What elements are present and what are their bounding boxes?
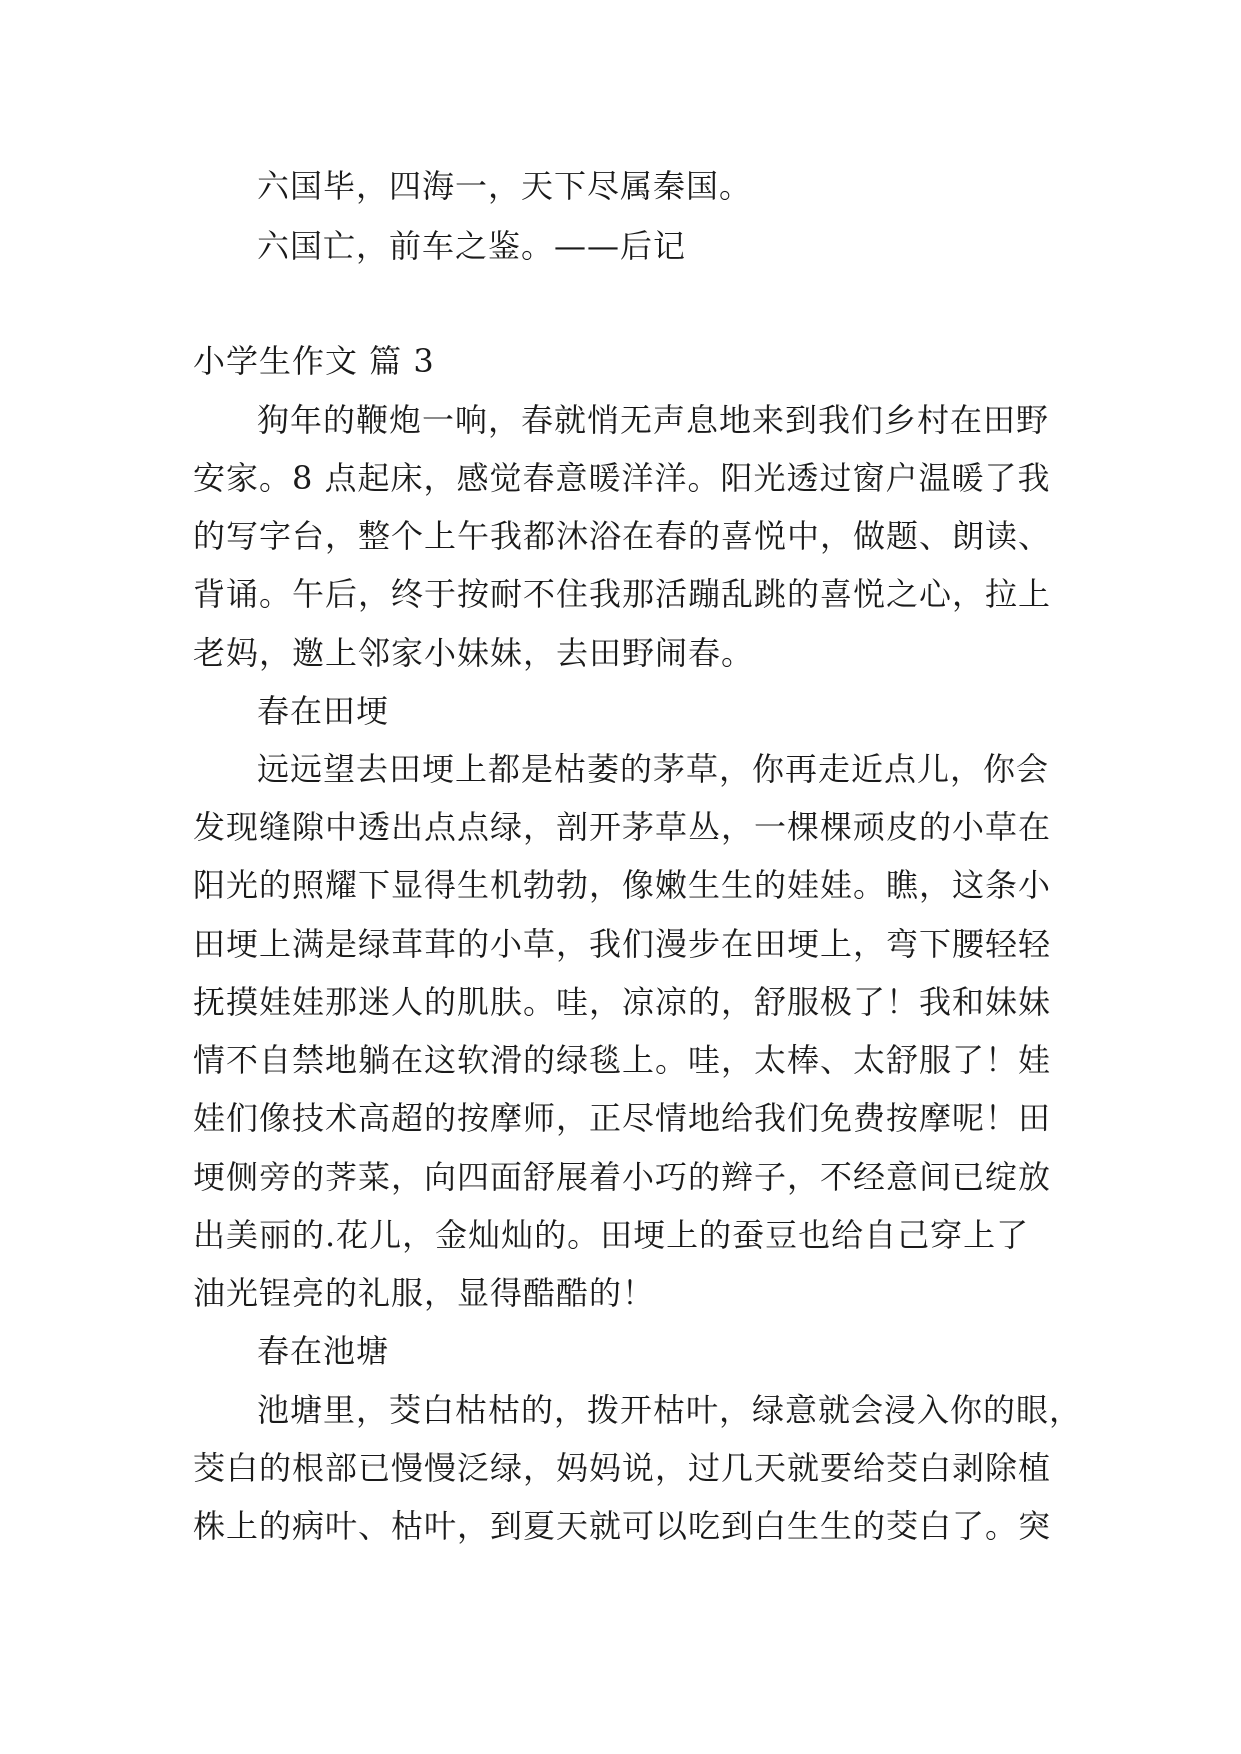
text-line: 老妈，邀上邻家小妹妹，去田野闹春。	[193, 634, 755, 672]
text-line: 娃们像技术高超的按摩师，正尽情地给我们免费按摩呢！田	[193, 1099, 1052, 1137]
text-line: 出美丽的.花儿，金灿灿的。田埂上的蚕豆也给自己穿上了	[193, 1216, 1030, 1254]
text-line: 田埂上满是绿茸茸的小草，我们漫步在田埂上，弯下腰轻轻	[193, 925, 1052, 963]
text-line: 六国亡，前车之鉴。——后记	[257, 227, 687, 265]
text-line: 株上的病叶、枯叶，到夏天就可以吃到白生生的茭白了。突	[193, 1507, 1052, 1545]
text-line: 油光锃亮的礼服，显得酷酷的！	[193, 1274, 656, 1312]
section-heading: 小学生作文 篇 3	[193, 342, 435, 380]
text-line: 狗年的鞭炮一响，春就悄无声息地来到我们乡村在田野	[257, 401, 1050, 439]
text-line: 六国毕，四海一，天下尽属秦国。	[257, 167, 753, 205]
text-line: 抚摸娃娃那迷人的肌肤。哇，凉凉的，舒服极了！我和妹妹	[193, 983, 1052, 1021]
text-line: 阳光的照耀下显得生机勃勃，像嫩生生的娃娃。瞧，这条小	[193, 866, 1052, 904]
text-line: 安家。8 点起床，感觉春意暖洋洋。阳光透过窗户温暖了我	[193, 459, 1051, 497]
subheading: 春在池塘	[257, 1332, 390, 1370]
text-line: 的写字台，整个上午我都沐浴在春的喜悦中，做题、朗读、	[193, 517, 1052, 555]
text-line: 远远望去田埂上都是枯萎的茅草，你再走近点儿，你会	[257, 750, 1050, 788]
text-line: 埂侧旁的荠菜，向四面舒展着小巧的辫子，不经意间已绽放	[193, 1158, 1052, 1196]
text-line: 情不自禁地躺在这软滑的绿毯上。哇，太棒、太舒服了！娃	[193, 1041, 1052, 1079]
text-line: 发现缝隙中透出点点绿，剖开茅草丛，一棵棵顽皮的小草在	[193, 808, 1052, 846]
text-line: 池塘里，茭白枯枯的，拨开枯叶，绿意就会浸入你的眼，	[257, 1391, 1083, 1429]
text-line: 茭白的根部已慢慢泛绿，妈妈说，过几天就要给茭白剥除植	[193, 1449, 1052, 1487]
subheading: 春在田埂	[257, 692, 390, 730]
text-line: 背诵。午后，终于按耐不住我那活蹦乱跳的喜悦之心，拉上	[193, 575, 1052, 613]
